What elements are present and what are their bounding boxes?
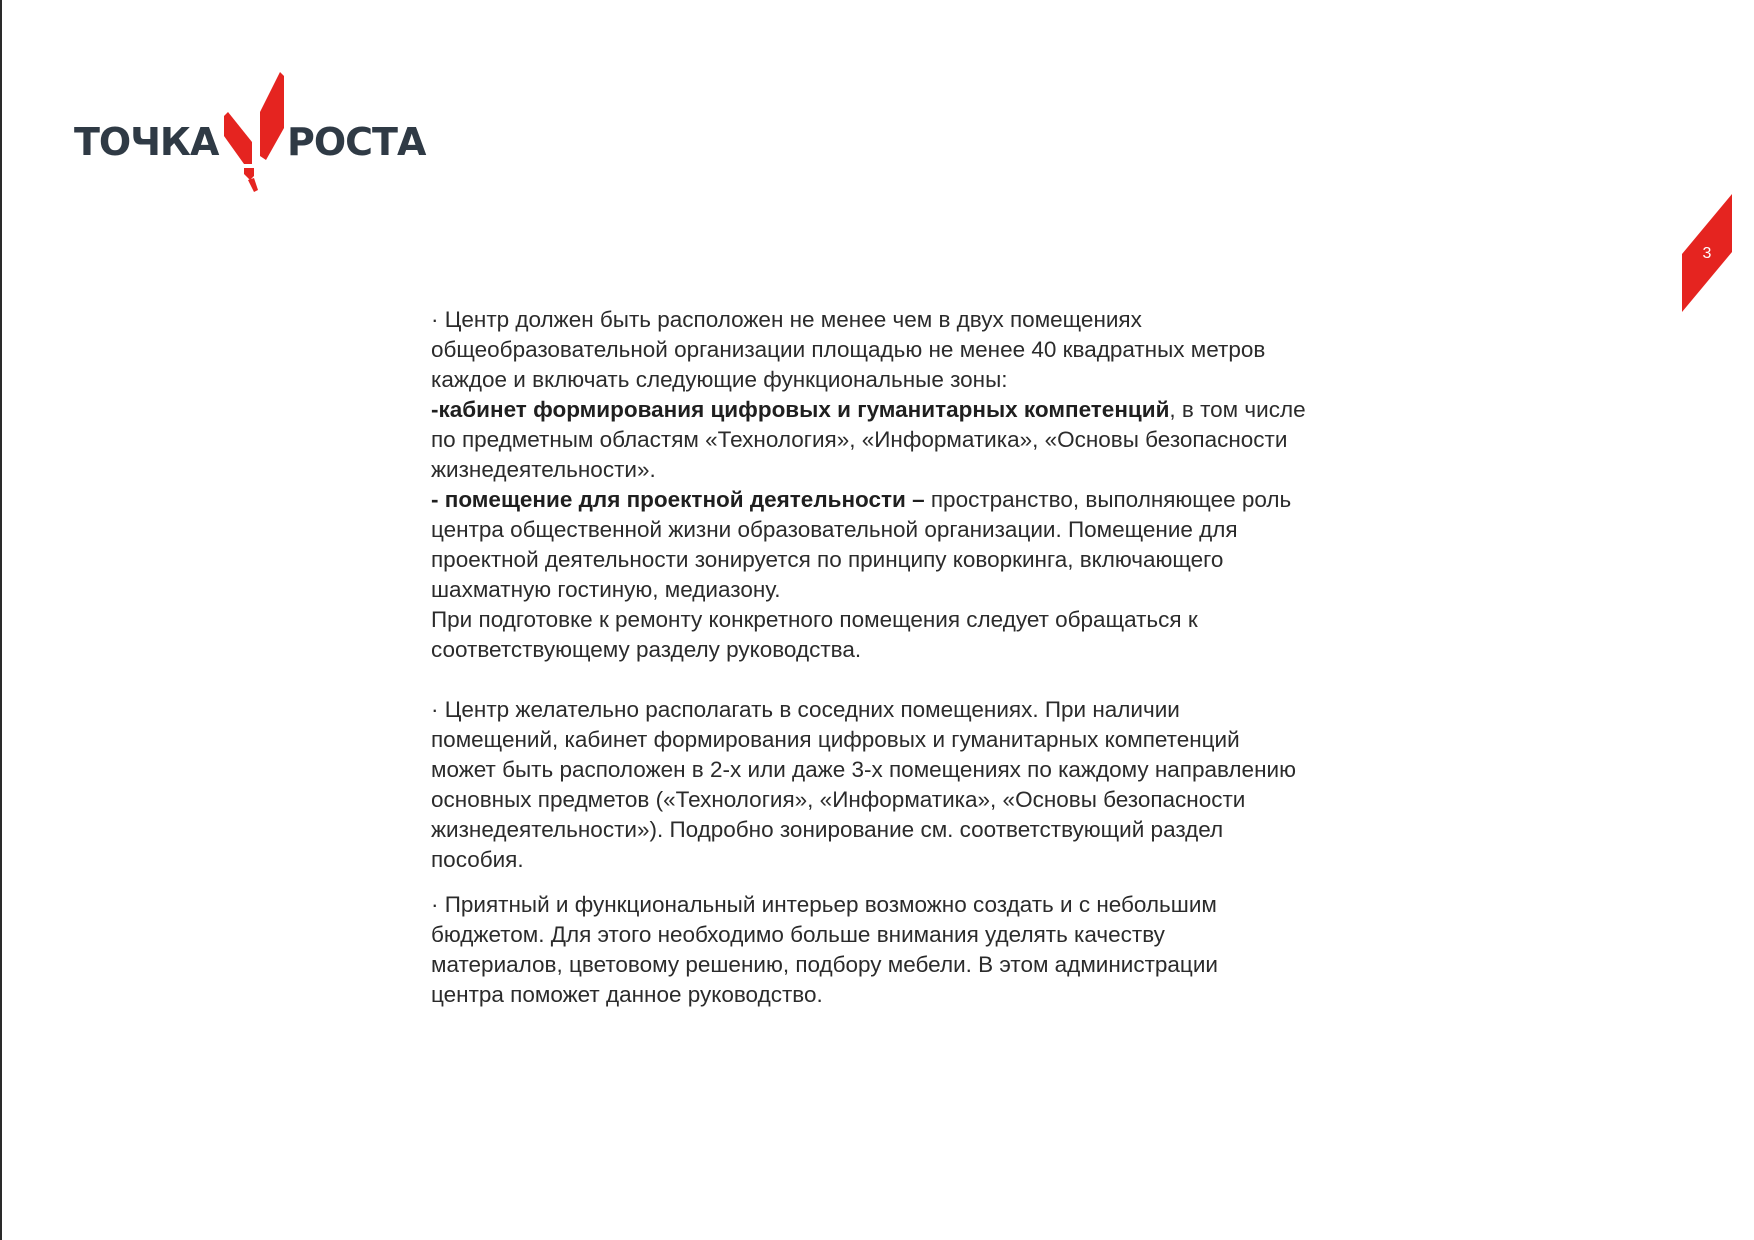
- growth-sprout-icon: [224, 72, 286, 192]
- paragraph-budget-interior: [431, 890, 1441, 1010]
- text-line: соответствующему разделу руководства.: [431, 637, 862, 662]
- text-line: [431, 485, 1441, 515]
- text-line: бюджетом. Для этого необходимо больше внимания уделять качеству: [431, 922, 1165, 947]
- text-line: основных предметов («Технология», «Информатика», «Основы безопасности: [431, 787, 1246, 812]
- bold-zone-title: -кабинет формирования цифровых и гуманитарных компетенций: [431, 397, 1170, 422]
- text-line: жизнедеятельности»). Подробно зонирование см. соответствующий раздел: [431, 817, 1224, 842]
- page-left-border: [0, 0, 2, 1240]
- text-line: [431, 395, 1441, 425]
- text-line: · Центр желательно располагать в соседних помещениях. При наличии: [431, 697, 1180, 722]
- main-text: [431, 305, 1441, 1010]
- text-line: общеобразовательной организации площадью не менее 40 квадратных метров: [431, 337, 1266, 362]
- paragraph-location-zones: [431, 305, 1441, 665]
- logo-word-right: РОСТА: [287, 120, 426, 164]
- paragraph-spacer: [431, 875, 1441, 890]
- text-line: пособия.: [431, 847, 524, 872]
- text-line: помещений, кабинет формирования цифровых и гуманитарных компетенций: [431, 727, 1240, 752]
- logo-word-left: ТОЧКА: [74, 120, 219, 164]
- bold-zone-title: - помещение для проектной деятельности –: [431, 487, 925, 512]
- text-fragment: , в том числе: [1169, 397, 1306, 422]
- paragraph-spacer: [431, 665, 1441, 695]
- page-number: 3: [1702, 245, 1712, 262]
- text-line: · Центр должен быть расположен не менее чем в двух помещениях: [431, 307, 1142, 332]
- text-line: проектной деятельности зонируется по принципу коворкинга, включающего: [431, 547, 1224, 572]
- text-line: каждое и включать следующие функциональные зоны:: [431, 367, 1008, 392]
- text-line: · Приятный и функциональный интерьер возможно создать и с небольшим: [431, 892, 1217, 917]
- text-line: по предметным областям «Технология», «Информатика», «Основы безопасности: [431, 427, 1288, 452]
- text-line: материалов, цветовому решению, подбору мебели. В этом администрации: [431, 952, 1218, 977]
- paragraph-adjacent-rooms: [431, 695, 1441, 875]
- text-line: жизнедеятельности».: [431, 457, 656, 482]
- text-line: шахматную гостиную, медиазону.: [431, 577, 781, 602]
- text-fragment: пространство, выполняющее роль: [924, 487, 1292, 512]
- text-line: центра общественной жизни образовательной организации. Помещение для: [431, 517, 1238, 542]
- text-line: При подготовке к ремонту конкретного помещения следует обращаться к: [431, 607, 1198, 632]
- logo: [74, 72, 434, 192]
- text-line: может быть расположен в 2-х или даже 3-х помещениях по каждому направлению: [431, 757, 1296, 782]
- text-line: центра поможет данное руководство.: [431, 982, 823, 1007]
